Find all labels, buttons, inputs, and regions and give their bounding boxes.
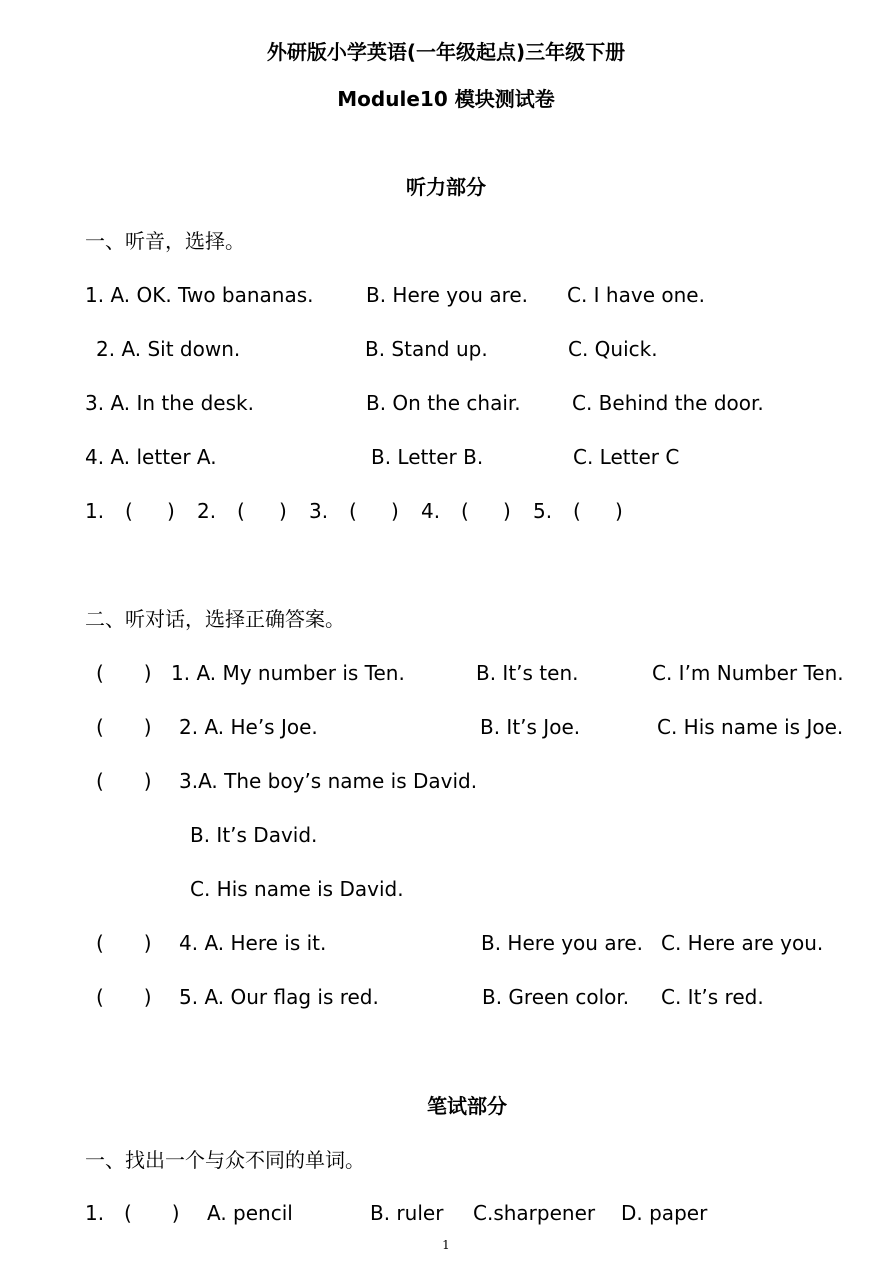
answer-open-paren-1: ( (125, 499, 133, 523)
dialog-q5-option-a: 5. A. Our flag is red. (179, 985, 379, 1009)
odd-word-q1-option-c: C.sharpener (473, 1201, 596, 1225)
answer-num-2: 2. (197, 499, 217, 523)
page-subtitle: Module10 模块测试卷 (337, 87, 555, 111)
dialog-q2-option-c: C. His name is Joe. (657, 715, 844, 739)
listening-q4-option-b: B. Letter B. (371, 445, 484, 469)
answer-close-paren-4: ) (503, 499, 511, 523)
answer-close-paren-3: ) (391, 499, 399, 523)
dialog-q2-paren: ( ) (96, 715, 152, 739)
odd-word-q1-option-d: D. paper (621, 1201, 708, 1225)
answer-close-paren-1: ) (167, 499, 175, 523)
listening-q1-option-c: C. I have one. (567, 283, 705, 307)
answer-num-1: 1. (85, 499, 105, 523)
writing-part1-heading: 一、找出一个与众不同的单词。 (85, 1148, 365, 1172)
dialog-q3-paren: ( ) (96, 769, 152, 793)
page-title: 外研版小学英语(一年级起点)三年级下册 (266, 40, 626, 64)
dialog-q5-option-b: B. Green color. (482, 985, 630, 1009)
odd-word-q1-option-a: A. pencil (207, 1201, 293, 1225)
dialog-q4-option-a: 4. A. Here is it. (179, 931, 327, 955)
listening-heading: 听力部分 (406, 175, 486, 199)
page-number: 1 (442, 1238, 450, 1252)
listening-q4-option-a: 4. A. letter A. (85, 445, 217, 469)
dialog-q1-option-b: B. It’s ten. (476, 661, 579, 685)
dialog-q1-paren: ( ) (96, 661, 152, 685)
listening-part1-heading: 一、听音，选择。 (85, 229, 245, 253)
listening-q4-option-c: C. Letter C (573, 445, 680, 469)
dialog-q4-paren: ( ) (96, 931, 152, 955)
listening-q3-option-c: C. Behind the door. (572, 391, 764, 415)
dialog-q3-option-b: B. It’s David. (190, 823, 318, 847)
odd-word-q1-option-b: B. ruler (370, 1201, 444, 1225)
dialog-q4-option-b: B. Here you are. (481, 931, 644, 955)
answer-open-paren-4: ( (461, 499, 469, 523)
listening-q1-option-a: 1. A. OK. Two bananas. (85, 283, 314, 307)
odd-word-q1-paren: ( ) (124, 1201, 180, 1225)
answer-open-paren-5: ( (573, 499, 581, 523)
answer-open-paren-2: ( (237, 499, 245, 523)
answer-num-4: 4. (421, 499, 441, 523)
dialog-q3-option-a: 3.A. The boy’s name is David. (179, 769, 478, 793)
listening-q3-option-b: B. On the chair. (366, 391, 521, 415)
listening-q2-option-b: B. Stand up. (365, 337, 488, 361)
answer-open-paren-3: ( (349, 499, 357, 523)
odd-word-q1-num: 1. (85, 1201, 105, 1225)
writing-heading: 笔试部分 (427, 1094, 507, 1118)
listening-q2-option-a: 2. A. Sit down. (96, 337, 241, 361)
dialog-q5-option-c: C. It’s red. (661, 985, 764, 1009)
listening-q3-option-a: 3. A. In the desk. (85, 391, 254, 415)
dialog-q2-option-a: 2. A. He’s Joe. (179, 715, 318, 739)
answer-close-paren-5: ) (615, 499, 623, 523)
dialog-q1-option-a: 1. A. My number is Ten. (171, 661, 405, 685)
dialog-q3-option-c: C. His name is David. (190, 877, 404, 901)
dialog-q2-option-b: B. It’s Joe. (480, 715, 581, 739)
answer-close-paren-2: ) (279, 499, 287, 523)
listening-q1-option-b: B. Here you are. (366, 283, 529, 307)
listening-q2-option-c: C. Quick. (568, 337, 658, 361)
answer-num-3: 3. (309, 499, 329, 523)
listening-part2-heading: 二、听对话，选择正确答案。 (85, 607, 345, 631)
dialog-q1-option-c: C. I’m Number Ten. (652, 661, 844, 685)
answer-num-5: 5. (533, 499, 553, 523)
dialog-q4-option-c: C. Here are you. (661, 931, 824, 955)
dialog-q5-paren: ( ) (96, 985, 152, 1009)
